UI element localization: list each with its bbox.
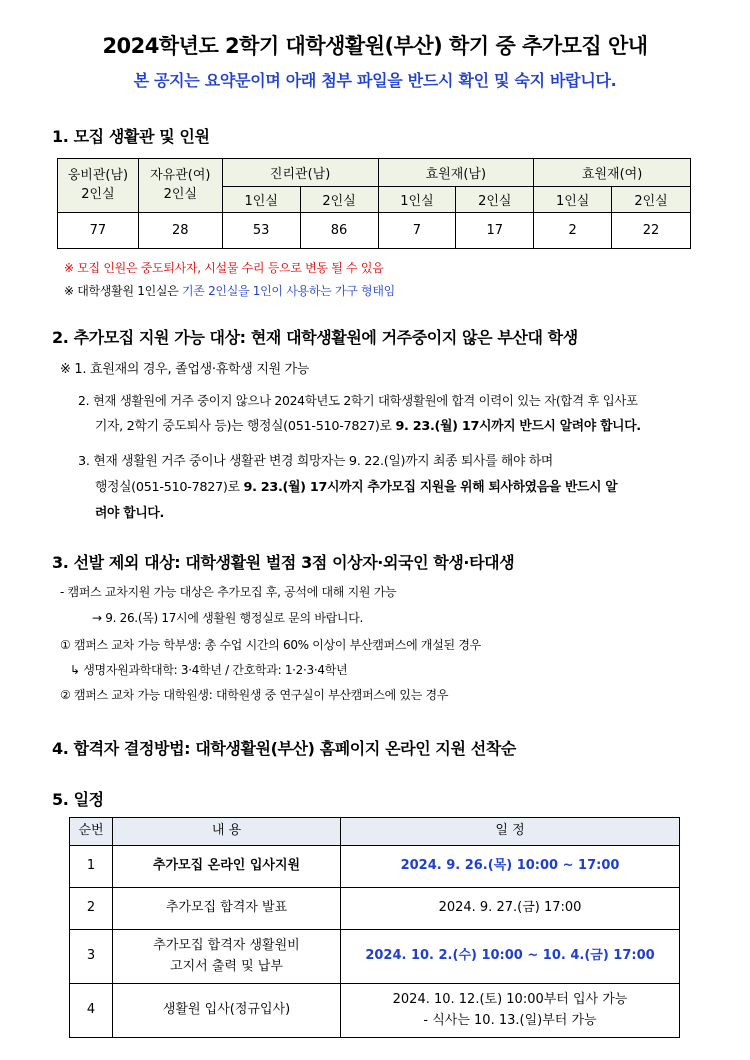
header-1room: 1인실 <box>222 187 300 213</box>
schedule-date: 2024. 9. 26.(목) 10:00 ~ 17:00 <box>341 846 680 888</box>
page-title: 2024학년도 2학기 대학생활원(부산) 학기 중 추가모집 안내 <box>102 34 648 58</box>
section4-heading: 4. 합격자 결정방법: 대학생활원(부산) 홈페이지 온라인 지원 선착순 <box>52 739 516 758</box>
capacity-value: 7 <box>378 213 456 249</box>
capacity-value: 17 <box>456 213 534 249</box>
exclusion-line-3: ① 캠퍼스 교차 가능 학부생: 총 수업 시간의 60% 이상이 부산캠퍼스에 개설된 경우 <box>60 638 481 652</box>
capacity-value: 2 <box>534 213 612 249</box>
section5-heading: 5. 일정 <box>52 790 104 809</box>
header-hyowon-f: 효원재(여) <box>534 159 691 187</box>
eligibility-item-2-line1: 2. 현재 생활원에 거주 중이지 않으나 2024학년도 2학기 대학생활원에 합격 이력이 있는 자(합격 후 입사포 <box>78 393 638 408</box>
header-2room: 2인실 <box>456 187 534 213</box>
exclusion-line-5: ② 캠퍼스 교차 가능 대학원생: 대학원생 중 연구실이 부산캠퍼스에 있는 경우 <box>60 688 449 702</box>
schedule-header-no: 순번 <box>70 818 113 846</box>
capacity-value: 86 <box>300 213 378 249</box>
schedule-no: 2 <box>70 888 113 930</box>
capacity-value: 22 <box>612 213 691 249</box>
header-ungbi: 웅비관(남) 2인실 <box>58 159 139 213</box>
schedule-header-content: 내 용 <box>113 818 341 846</box>
eligibility-item-2-line2: 기자, 2학기 중도퇴사 등)는 행정실(051-510-7827)로 9. 23.(월) 17시까지 반드시 알려야 합니다. <box>95 419 641 434</box>
eligibility-item-3-line3: 려야 합니다. <box>95 506 165 521</box>
exclusion-line-2: → 9. 26.(목) 17시에 생활원 행정실로 문의 바랍니다. <box>92 611 364 625</box>
schedule-content: 추가모집 합격자 발표 <box>113 888 341 930</box>
capacity-value: 77 <box>58 213 139 249</box>
header-1room: 1인실 <box>534 187 612 213</box>
eligibility-item-3-line1: 3. 현재 생활원 거주 중이나 생활관 변경 희망자는 9. 22.(일)까지 최종 퇴사를 해야 하며 <box>78 454 553 469</box>
section3-heading: 3. 선발 제외 대상: 대학생활원 벌점 3점 이상자·외국인 학생·타대생 <box>52 553 515 572</box>
section1-heading: 1. 모집 생활관 및 인원 <box>52 127 210 146</box>
table-row <box>70 846 680 888</box>
capacity-value: 28 <box>138 213 222 249</box>
section2-heading: 2. 추가모집 지원 가능 대상: 현재 대학생활원에 거주중이지 않은 부산대 학생 <box>52 328 578 347</box>
header-jayu: 자유관(여) 2인실 <box>138 159 222 213</box>
schedule-date: 2024. 10. 2.(수) 10:00 ~ 10. 4.(금) 17:00 <box>341 930 680 984</box>
exclusion-line-4: ↳ 생명자원과학대학: 3·4학년 / 간호학과: 1·2·3·4학년 <box>70 663 348 677</box>
schedule-no: 1 <box>70 846 113 888</box>
header-jinri: 진리관(남) <box>222 159 378 187</box>
header-2room: 2인실 <box>300 187 378 213</box>
schedule-header-date: 일 정 <box>341 818 680 846</box>
note-capacity-change: ※ 모집 인원은 중도퇴사자, 시설물 수리 등으로 변동 될 수 있음 <box>64 261 384 275</box>
schedule-content: 추가모집 온라인 입사지원 <box>113 846 341 888</box>
table-row <box>70 984 680 1038</box>
header-1room: 1인실 <box>378 187 456 213</box>
table-row <box>70 888 680 930</box>
page-subtitle: 본 공지는 요약문이며 아래 첨부 파일을 반드시 확인 및 숙지 바랍니다. <box>133 71 617 90</box>
header-hyowon-m: 효원재(남) <box>378 159 534 187</box>
capacity-value: 53 <box>222 213 300 249</box>
schedule-no: 4 <box>70 984 113 1038</box>
exclusion-line-1: - 캠퍼스 교차지원 가능 대상은 추가모집 후, 공석에 대해 지원 가능 <box>60 585 397 599</box>
schedule-content: 생활원 입사(정규입사) <box>113 984 341 1038</box>
table-row <box>70 930 680 984</box>
schedule-content: 추가모집 합격자 생활원비 고지서 출력 및 납부 <box>113 930 341 984</box>
schedule-no: 3 <box>70 930 113 984</box>
eligibility-item-3-line2: 행정실(051-510-7827)로 9. 23.(월) 17시까지 추가모집 지원을 위해 퇴사하였음을 반드시 알 <box>95 480 618 495</box>
header-2room: 2인실 <box>612 187 691 213</box>
eligibility-item-1: ※ 1. 효원재의 경우, 졸업생·휴학생 지원 가능 <box>60 362 310 377</box>
schedule-table <box>69 817 680 1038</box>
capacity-table <box>57 158 691 249</box>
schedule-date: 2024. 9. 27.(금) 17:00 <box>341 888 680 930</box>
schedule-date: 2024. 10. 12.(토) 10:00부터 입사 가능 - 식사는 10. 13.(일)부터 가능 <box>341 984 680 1038</box>
note-single-room: ※ 대학생활원 1인실은 기존 2인실을 1인이 사용하는 가구 형태임 <box>64 284 395 298</box>
